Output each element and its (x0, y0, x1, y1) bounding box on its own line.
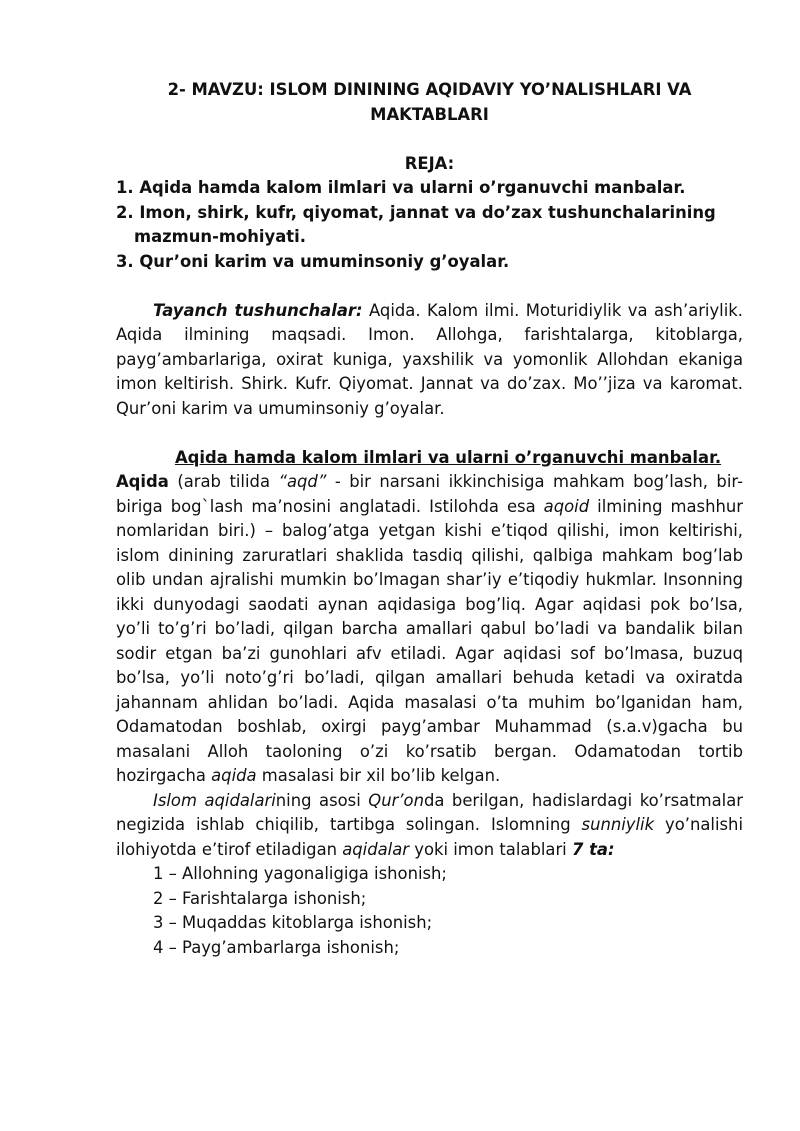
list-item: 1 – Allohning yagonaligiga ishonish; (153, 864, 447, 883)
list-item: 4 – Payg’ambarlarga ishonish; (153, 937, 400, 957)
arabic-term: “aqd” (278, 472, 327, 491)
key-concepts-text: Aqida. Kalom ilmi. Moturidiylik va ash’ariylik. Aqida ilmining maqsadi. Imon. Allohga, farishtalarga, kitoblarga, payg’ambarlariga, oxirat kuniga, yaxshilik va yomonlik Allohdan ekaniga imon keltirish. Shirk. Kufr. Qiyomat. Jannat va do’zax. Mo’’jiza va karomat. Qur’oni karim va umuminsoniy g’oyalar. (116, 300, 743, 418)
section-heading: Aqida hamda kalom ilmlari va ularni o’rganuvchi manbalar. (174, 447, 722, 467)
plan-item-2 (116, 201, 743, 250)
plan-item-1: 1. Aqida hamda kalom ilmlari va ularni o’rganuvchi manbalar. (116, 178, 686, 197)
aqida-paragraph: Aqida (arab tilida “aqd” - bir narsani ikkinchisiga mahkam bog’lash, bir-biriga bog`lash ma’nosini anglatadi. Istilohda esa aqoid ilmining mashhur nomlaridan biri.) – balog’atga yetgan kishi e’tiqod qilishi, imon keltirishi, islom dinining zaruratlari shaklida tasdiq qilishi, qalbiga mahkam bog’lab olib undan ajralishi mumkin bo’lmagan shar’iy e’tiqodiy hukmlar. Insonning ikki dunyodagi saodati aynan aqidasiga bog’liq. Agar aqidasi pok bo’lsa, yo’li to’g’ri bo’ladi, qilgan barcha amallari qabul bo’ladi va bandalik bilan sodir etgan ba’zi gunohlari afv etiladi. Agar aqidasi sof bo’lmasa, buzuq bo’lsa, yo’li noto’g’ri bo’ladi, qilgan amallari behuda ketadi va oxiratda jahannam ahlidan bo’ladi. Aqida masalasi o’ta muhim bo’lganidan ham, Odamatodan boshlab, oxirgi payg’ambar Muhammad (s.a.v)gacha bu masalani Alloh taoloning o’zi ko’rsatib bergan. Odamatodan tortib hozirgacha aqida masalasi bir xil bo’lib kelgan. (116, 472, 743, 785)
list-item: 2 – Farishtalarga ishonish; (153, 888, 367, 908)
plan-item-2-line-1: 2. Imon, shirk, kufr, qiyomat, jannat va do’zax tushunchalarining (116, 202, 716, 222)
title-line-2: MAKTABLARI (370, 104, 489, 124)
document-title (116, 78, 743, 127)
aqida-italic-term: aqida (211, 766, 257, 785)
list-item: 3 – Muqaddas kitoblarga ishonish; (153, 913, 433, 932)
aqida-term: Aqida (116, 472, 169, 491)
key-concepts-paragraph (116, 299, 743, 422)
plan-item-2-line-2: mazmun-mohiyati. (134, 227, 306, 246)
islom-aqidalari-paragraph: Islom aqidalarining asosi Qur’onda berilgan, hadislardagi ko’rsatmalar negizida ishlab chiqilib, tartibga solingan. Islomning sunniylik yo’nalishi ilohiyotda e’tirof etiladigan aqidalar yoki imon talablari 7 ta: (116, 790, 743, 859)
key-concepts-label: Tayanch tushunchalar: (153, 300, 363, 320)
requirements-count: 7 ta: (571, 839, 615, 859)
document-page (116, 78, 743, 960)
plan-heading: REJA: (404, 153, 455, 173)
title-line-1: 2- MAVZU: ISLOM DININING AQIDAVIY YO’NALISHLARI VA (167, 80, 692, 99)
aqoid-term: aqoid (543, 496, 590, 516)
plan-item-3: 3. Qur’oni karim va umuminsoniy g’oyalar. (116, 251, 510, 271)
